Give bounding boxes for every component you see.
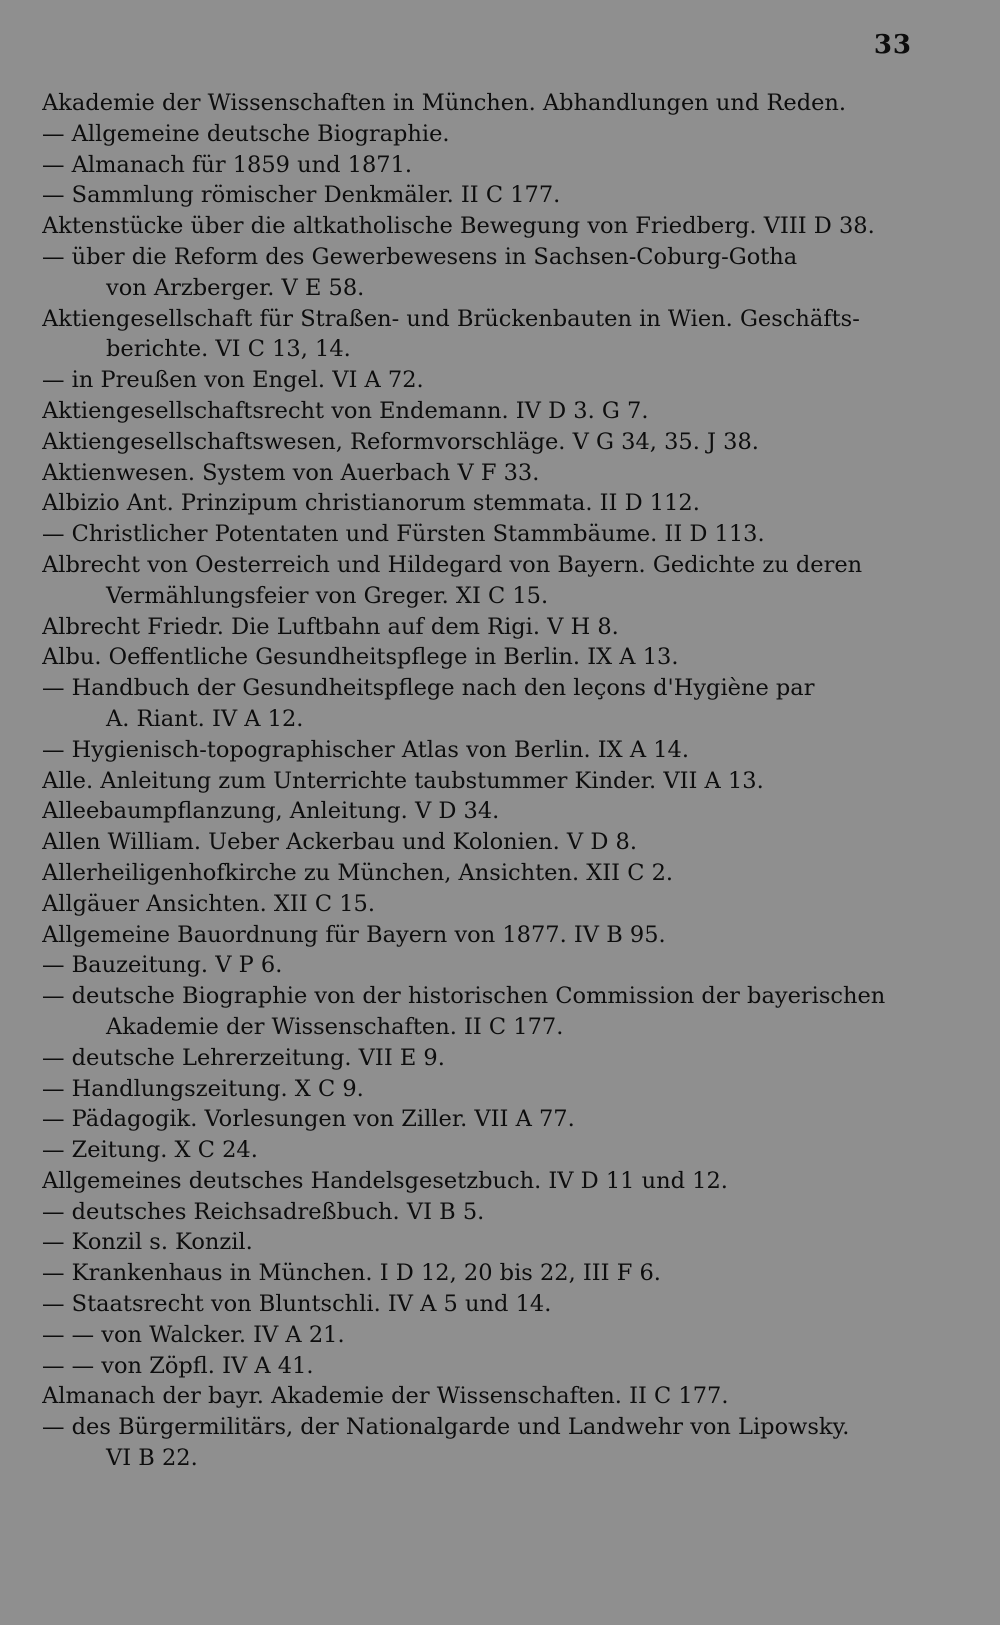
index-entry-line: Alleebaumpflanzung, Anleitung. V D 34. xyxy=(42,798,500,825)
index-entry-line: — deutsche Biographie von der historischen Commission der bayerischen xyxy=(42,983,886,1010)
index-entry-continuation: Akademie der Wissenschaften. II C 177. xyxy=(106,1013,564,1040)
index-entry-line: Albizio Ant. Prinzipum christianorum stemmata. II D 112. xyxy=(42,490,700,517)
index-entry-line: — Pädagogik. Vorlesungen von Ziller. VII A 77. xyxy=(42,1106,575,1133)
index-entry-line: Allen William. Ueber Ackerbau und Kolonien. V D 8. xyxy=(42,829,637,856)
page-number: 33 xyxy=(873,30,912,60)
index-entry-continuation: von Arzberger. V E 58. xyxy=(106,274,365,301)
index-entry-line: Almanach der bayr. Akademie der Wissenschaften. II C 177. xyxy=(42,1383,729,1410)
index-entry-line: Albrecht von Oesterreich und Hildegard von Bayern. Gedichte zu deren xyxy=(42,551,863,578)
index-entry-line: — Krankenhaus in München. I D 12, 20 bis 22, III F 6. xyxy=(42,1260,661,1287)
index-entry-line: Aktiengesellschaftsrecht von Endemann. IV D 3. G 7. xyxy=(42,397,649,424)
index-entry-line: — Sammlung römischer Denkmäler. II C 177. xyxy=(42,182,561,209)
index-entry-line: Aktiengesellschaft für Straßen- und Brückenbauten in Wien. Geschäfts- xyxy=(42,305,860,332)
index-entry-line: Alle. Anleitung zum Unterrichte taubstummer Kinder. VII A 13. xyxy=(42,767,764,794)
index-entry-continuation: A. Riant. IV A 12. xyxy=(106,705,304,732)
index-entry-line: Albu. Oeffentliche Gesundheitspflege in Berlin. IX A 13. xyxy=(42,644,679,671)
index-entry-line: — Handlungszeitung. X C 9. xyxy=(42,1075,364,1102)
index-entry-line: Allerheiligenhofkirche zu München, Ansichten. XII C 2. xyxy=(42,859,674,886)
index-entry-line: Allgemeine Bauordnung für Bayern von 1877. IV B 95. xyxy=(42,921,666,948)
index-entry-line: Albrecht Friedr. Die Luftbahn auf dem Rigi. V H 8. xyxy=(42,613,619,640)
index-entry-line: — — von Zöpfl. IV A 41. xyxy=(42,1352,314,1379)
index-entry-line: — Konzil s. Konzil. xyxy=(42,1229,253,1256)
index-entry-line: — Handbuch der Gesundheitspflege nach den leçons d'Hygiène par xyxy=(42,675,815,702)
index-entry-line: Allgemeines deutsches Handelsgesetzbuch. IV D 11 und 12. xyxy=(42,1167,728,1194)
index-entry-line: — Almanach für 1859 und 1871. xyxy=(42,151,413,178)
index-entry-line: — Christlicher Potentaten und Fürsten Stammbäume. II D 113. xyxy=(42,521,765,548)
index-entry-line: Allgäuer Ansichten. XII C 15. xyxy=(42,890,375,917)
index-entry-continuation: Vermählungsfeier von Greger. XI C 15. xyxy=(106,582,549,609)
index-entry-continuation: VI B 22. xyxy=(106,1445,198,1472)
index-entry-line: Aktenstücke über die altkatholische Bewegung von Friedberg. VIII D 38. xyxy=(42,213,875,240)
index-entry-line: Akademie der Wissenschaften in München. Abhandlungen und Reden. xyxy=(42,90,847,116)
index-entry-line: — Allgemeine deutsche Biographie. xyxy=(42,120,450,147)
index-entry-line: — Bauzeitung. V P 6. xyxy=(42,952,283,979)
index-entry-line: Aktienwesen. System von Auerbach V F 33. xyxy=(42,459,540,486)
index-entry-line: — — von Walcker. IV A 21. xyxy=(42,1321,345,1348)
index-entry-line: — Staatsrecht von Bluntschli. IV A 5 und 14. xyxy=(42,1291,552,1318)
index-entry-line: — über die Reform des Gewerbewesens in Sachsen-Coburg-Gotha xyxy=(42,243,798,270)
index-entry-continuation: berichte. VI C 13, 14. xyxy=(106,336,351,363)
index-entry-line: — in Preußen von Engel. VI A 72. xyxy=(42,367,424,394)
index-entry-line: — deutsche Lehrerzeitung. VII E 9. xyxy=(42,1044,445,1071)
index-entry-line: — Zeitung. X C 24. xyxy=(42,1137,258,1164)
index-entry-line: — Hygienisch-topographischer Atlas von Berlin. IX A 14. xyxy=(42,736,690,763)
index-entries xyxy=(42,88,917,1474)
index-entry-line: Aktiengesellschaftswesen, Reformvorschläge. V G 34, 35. J 38. xyxy=(42,428,759,455)
index-entry-line: — des Bürgermilitärs, der Nationalgarde und Landwehr von Lipowsky. xyxy=(42,1414,850,1441)
index-entry-line: — deutsches Reichsadreßbuch. VI B 5. xyxy=(42,1198,485,1225)
